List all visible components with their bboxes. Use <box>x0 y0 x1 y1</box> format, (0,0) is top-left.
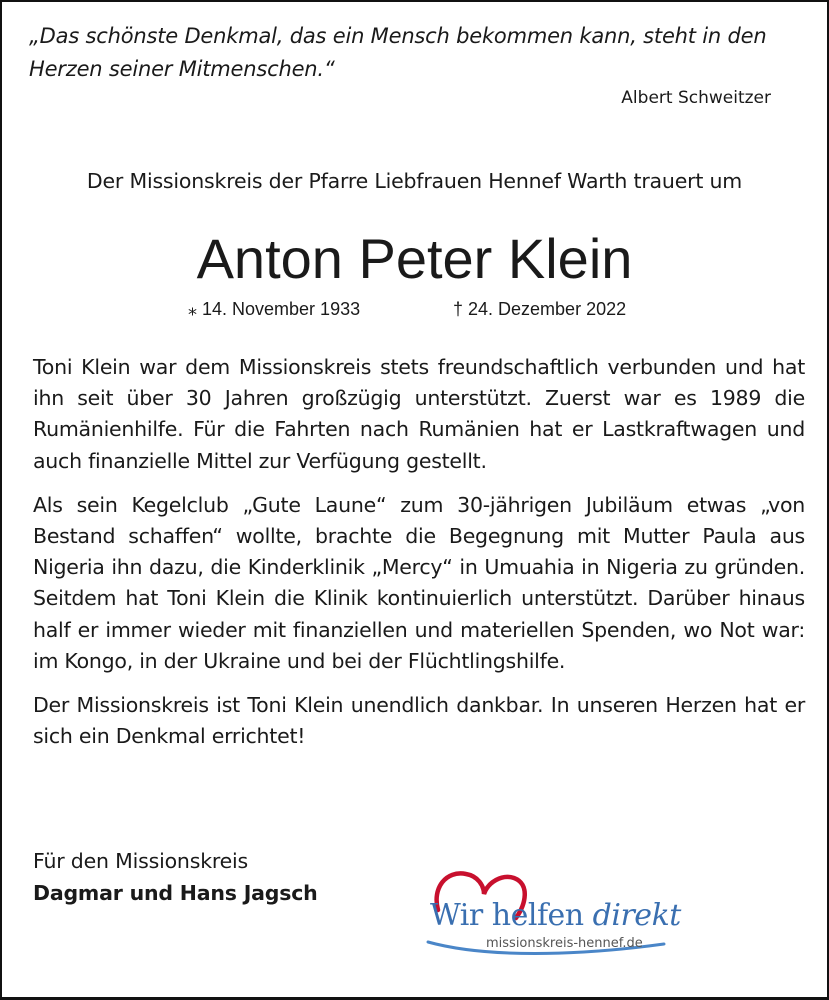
logo-brand-regular: Wir helfen <box>430 898 593 933</box>
death-date: † 24. Dezember 2022 <box>453 299 627 319</box>
logo-brand-italic: direkt <box>592 898 681 933</box>
logo-url: missionskreis-hennef.de <box>486 936 643 951</box>
signature-line-1: Für den Missionskreis <box>33 849 249 873</box>
intro-text: Der Missionskreis der Pfarre Liebfrauen Hennef Warth trauert um <box>86 169 743 193</box>
paragraph-3: Der Missionskreis ist Toni Klein unendlich dankbar. In unseren Herzen hat er sich ein Denkmal errichtet! <box>33 693 805 749</box>
logo-brand <box>430 898 681 933</box>
paragraph-2: Als sein Kegelclub „Gute Laune“ zum 30-jährigen Jubiläum etwas „von Bestand schaffen“ wollte, brachte die Begegnung mit Mutter Paula aus Nigeria ihn dazu, die Kinderklinik „Mercy“ in Umuahia in Nigeria zu gründen. Seitdem hat Toni Klein die Klinik kontinuierlich unterstützt. Darüber hinaus half er immer wieder mit finanziellen und materiellen Spenden, wo Not war: im Kongo, in der Ukraine und bei der Flüchtlingshilfe. <box>33 492 805 673</box>
deceased-name: Anton Peter Klein <box>196 227 633 290</box>
quote-author: Albert Schweitzer <box>621 88 771 108</box>
signature <box>33 845 318 909</box>
organization-logo <box>426 860 686 960</box>
obituary-body <box>33 352 805 765</box>
birth-date: ⁎ 14. November 1933 <box>188 299 361 319</box>
paragraph-1: Toni Klein war dem Missionskreis stets freundschaftlich verbunden und hat ihn seit über 30 Jahren großzügig unterstützt. Zuerst war es 1989 die Rumänienhilfe. Für die Fahrten nach Rumänien hat er Lastkraftwagen und auch finanzielle Mittel zur Verfügung gestellt. <box>33 355 805 473</box>
quote <box>29 20 809 86</box>
quote-line-1: „Das schönste Denkmal, das ein Mensch bekommen kann, steht in den <box>29 24 767 48</box>
quote-line-2: Herzen seiner Mitmenschen.“ <box>29 57 335 81</box>
signature-names: Dagmar und Hans Jagsch <box>33 881 318 905</box>
